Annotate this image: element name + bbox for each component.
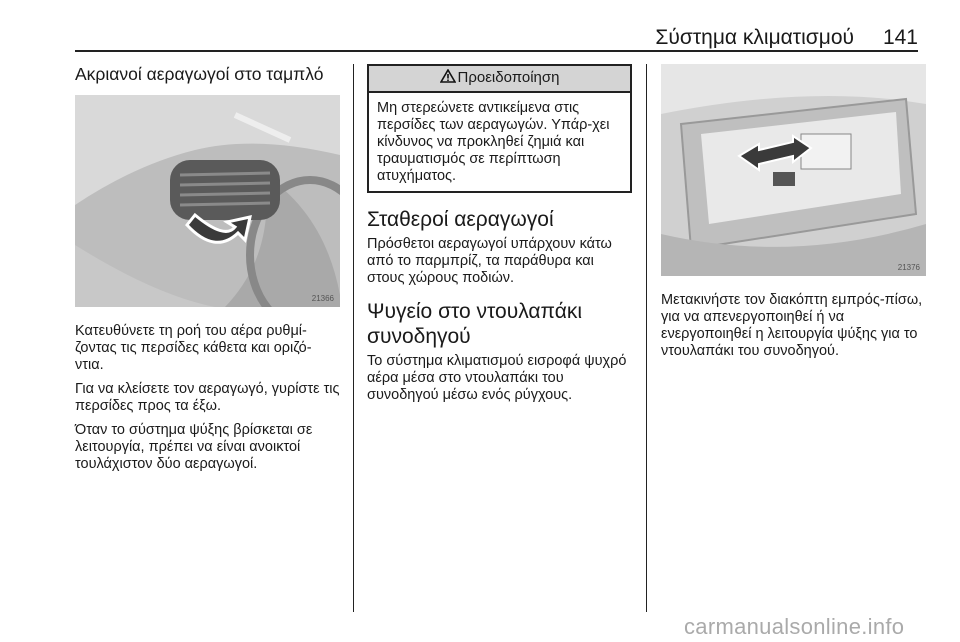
side-vent-figure <box>75 95 340 307</box>
paragraph: Για να κλείσετε τον αεραγωγό, γυρίστε τις περσίδες προς τα έξω. <box>75 381 340 414</box>
paragraph: Μετακινήστε τον διακόπτη εμπρός-πίσω, για να απενεργοποιηθεί ή να ενεργοποιηθεί η λειτουργία ψύξης για το ντουλαπάκι του συνοδηγού. <box>661 292 923 359</box>
warning-title: Προειδοποίηση <box>457 69 560 86</box>
column-divider-left <box>353 64 354 612</box>
header-title: Σύστημα κλιματισμού <box>655 26 854 49</box>
section-title-glovebox: Ψυγείο στο ντουλαπάκι συνοδηγού <box>367 300 583 348</box>
section-title-fixed-vents: Σταθεροί αεραγωγοί <box>367 208 554 231</box>
glovebox-illustration <box>661 64 926 276</box>
warning-triangle-icon <box>440 69 456 83</box>
warning-header <box>369 66 630 93</box>
column-divider-right <box>646 64 647 612</box>
paragraph: Όταν το σύστημα ψύξης βρίσκεται σε λειτουργία, πρέπει να είναι ανοικτοί τουλάχιστον δύο αεραγωγοί. <box>75 422 313 472</box>
page-number: 141 <box>882 26 918 49</box>
warning-text: Μη στερεώνετε αντικείμενα στις περσίδες των αεραγωγών. Υπάρ-χει κίνδυνος να προκληθεί ζημιά και τραυματισμός σε περίπτωση ατυχήματος. <box>377 100 610 184</box>
warning-box <box>367 64 632 193</box>
left-column <box>75 64 340 480</box>
paragraph: Το σύστημα κλιματισμού εισροφά ψυχρό αέρα μέσα στο ντουλαπάκι του συνοδηγού μέσω ενός ρύγχους. <box>367 353 627 403</box>
middle-column <box>367 64 632 411</box>
section-title-side-vents: Ακριανοί αεραγωγοί στο ταμπλό <box>75 64 324 84</box>
header-rule <box>75 50 918 52</box>
figure-code: 21366 <box>311 294 334 303</box>
side-vent-illustration <box>75 95 340 307</box>
paragraph: Πρόσθετοι αεραγωγοί υπάρχουν κάτω από το παρμπρίζ, τα παράθυρα και στους χώρους ποδιών. <box>367 236 612 286</box>
watermark: carmanualsonline.info <box>684 614 905 639</box>
paragraph: Κατευθύνετε τη ροή του αέρα ρυθμί-ζοντας τις περσίδες κάθετα και οριζό-ντια. <box>75 323 312 373</box>
glovebox-figure <box>661 64 926 276</box>
right-column <box>661 64 926 367</box>
figure-code: 21376 <box>897 263 920 272</box>
